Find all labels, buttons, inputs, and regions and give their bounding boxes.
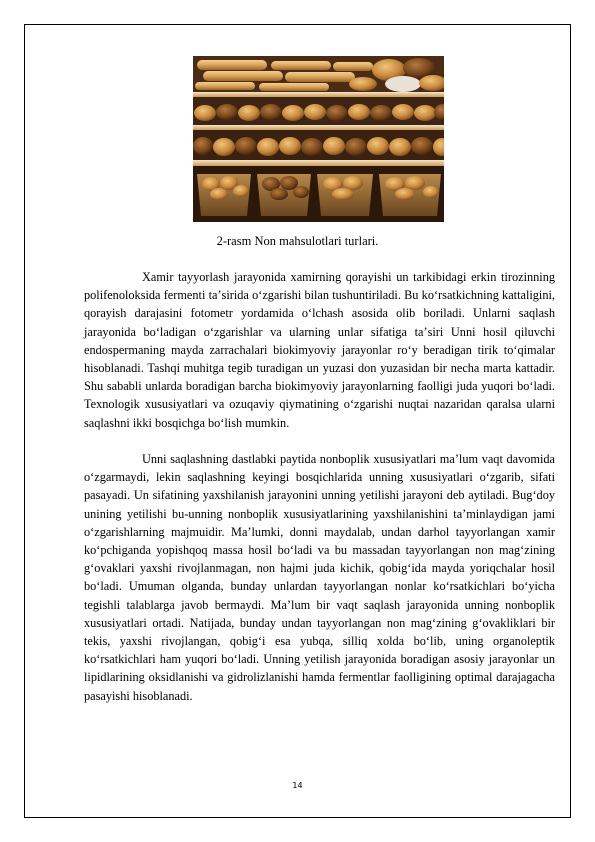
paragraph-1: Xamir tayyorlash jarayonida xamirning qorayishi un tarkibidagi erkin tirozinning polifenoloksida fermenti taʼsirida oʻzgarishi bilan tushuntiriladi. Bu koʻrsatkichning kattaligini, qorayish darajasini fotometr yordamida oʻlchash asosida olib boriladi. Unlarni saqlash jarayonida boʻladigan oʻzgarishlar va ularning unlar sifatiga taʼsiri Unni hosil qiluvchi endospermaning mayda zarrachalari biokimyoviy jarayonlar roʻy beradigan tirik toʻqimalar hisoblanadi. Tashqi muhitga tegib turadigan un yuzasi don yuzasidan bir necha marta kattadir. Shu sababli unlarda boradigan barcha biokimyoviy jarayonlarning faolligi juda yuqori boʻladi. Texnologik xususiyatlari va ozuqaviy qiymatining oʻzgarishi nuqtai nazaridan qaralsa ularni saqlashni ikki bosqichga boʻlish mumkin. [84,270,555,430]
page-number: 14 [292,781,303,790]
paragraph-2: Unni saqlashning dastlabki paytida nonboplik xususiyatlari maʼlum vaqt davomida oʻzgarmaydi, lekin saqlashning keyingi bosqichlarida unning xususiyatlari oʻzgarib, sifati pasayadi. Un sifatining yaxshilanish jarayonini unning yetilishi jarayoni deb aytiladi. Bugʻdoy unining yetilishi bu-unning nonboplik xususiyatlarining yaxshilanishini taʼminlaydigan jami oʻzgarishlarning majmuidir. Maʼlumki, donni maydalab, undan darhol tayyorlangan xamir koʻpchiganda yopishqoq massa hosil boʻladi va bu massadan tayyorlangan non magʻzining gʻovaklari yaxshi rivojlanmagan, non hajmi juda kichik, qobigʻida mayda yoriqchalar hosil boʻladi. Umuman olganda, bunday unlardan tayyorlangan nonlar koʻrsatkichlari boʻyicha tegishli talablarga javob bermaydi. Maʼlum bir vaqt saqlash jarayonida unning nonboplik xususiyatlari ortadi. Natijada, bunday undan tayyorlangan non magʻzining gʻovakliklari bir tekis, yaxshi rivojlangan, qobigʻi esa yubqa, silliq xolda boʻlib, uning organoleptik koʻrsatkichlari ham yuqori boʻladi. Unning yetilish jarayonida boradigan asosiy jarayonlar un lipidlarining oksidlanishi va gidrolizlanishi hamda fermentlar faolligining optimal darajagacha pasayishi hisoblanadi. [84,452,555,703]
figure-caption: 2-rasm Non mahsulotlari turlari. [216,234,379,248]
bakery-photo [193,56,444,222]
